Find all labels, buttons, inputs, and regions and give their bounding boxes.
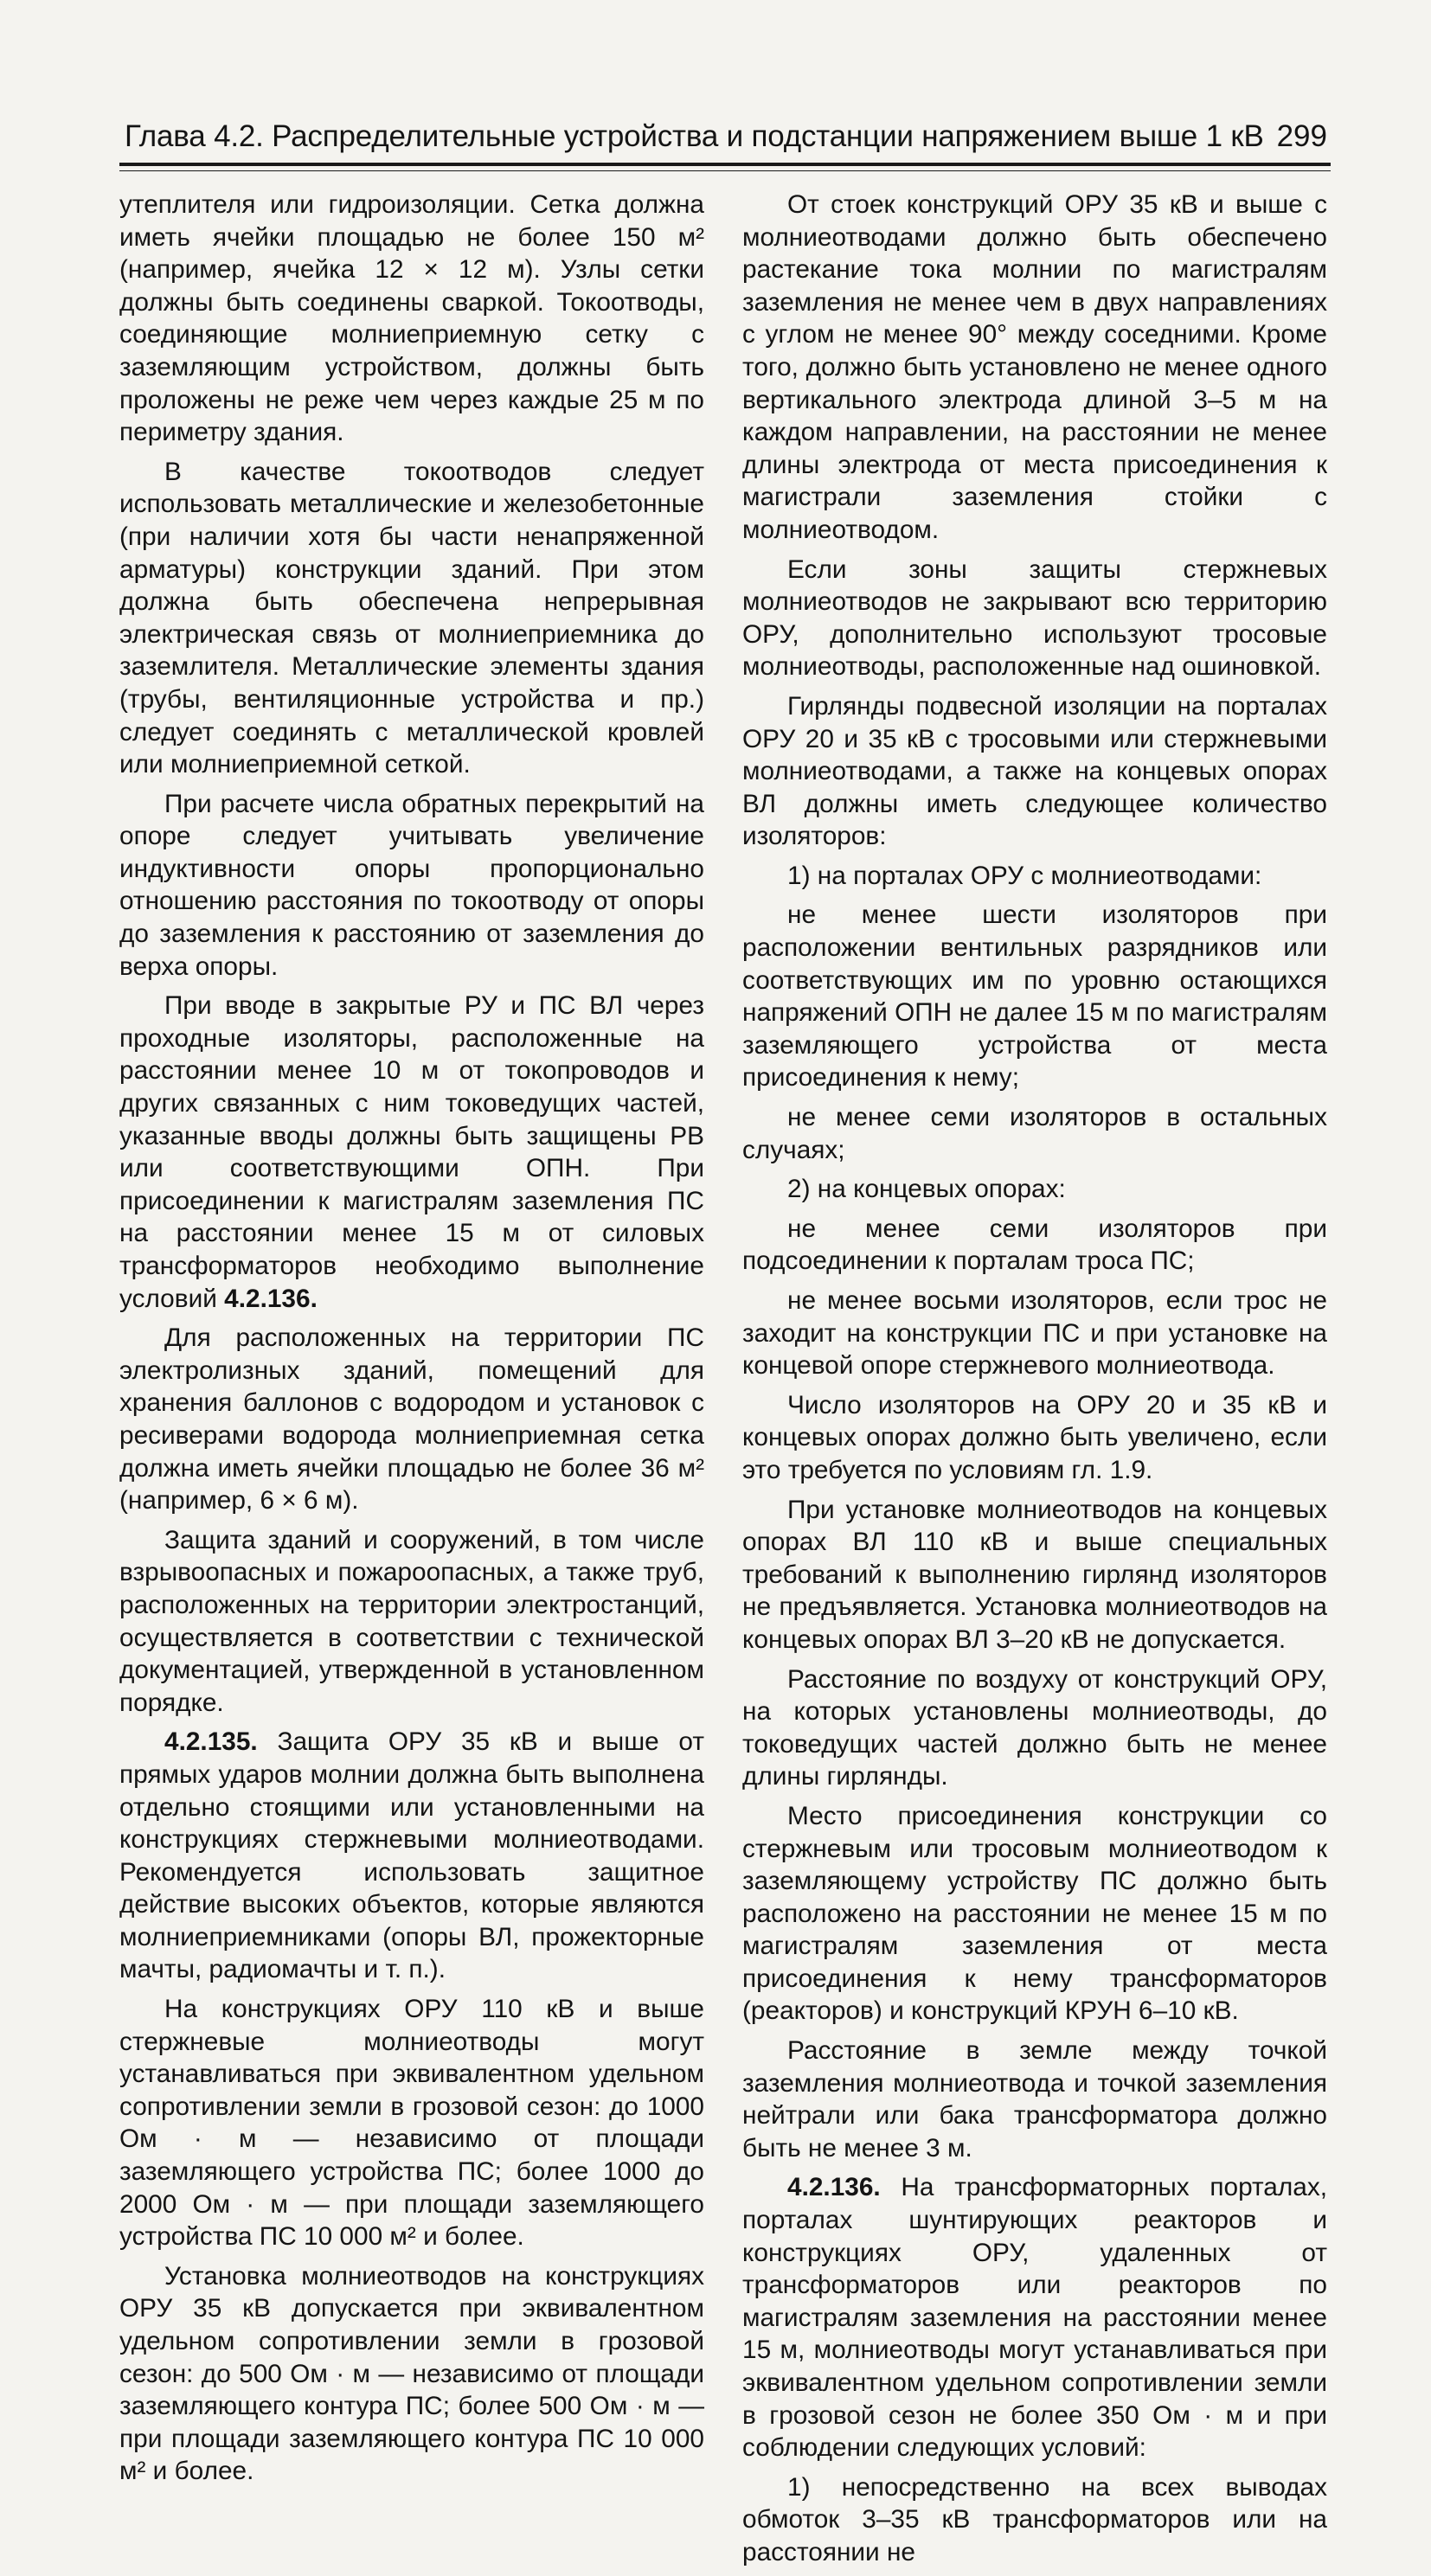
list-item: 1) на порталах ОРУ с молниеотводами: — [787, 861, 1262, 890]
paragraph: Число изоляторов на ОРУ 20 и 35 кВ и концевых опорах должно быть увеличено, если это требуется по условиям гл. 1.9. — [742, 1390, 1327, 1484]
paragraph: При установке молниеотводов на концевых опорах ВЛ 110 кВ и выше специальных требований к выполнению гирлянд изоляторов не предъявляется. Установка молниеотводов на концевых опорах ВЛ 3–20 кВ не допускается. — [742, 1495, 1327, 1654]
right-column — [742, 189, 1327, 2576]
paragraph: При расчете числа обратных перекрытий на опоре следует учитывать увеличение индуктивности опоры пропорционально отношению расстояния по токоотводу от опоры до заземления к расстоянию от заземления до верха опоры. — [119, 789, 704, 981]
list-item: 1) непосредственно на всех выводах обмоток 3–35 кВ трансформаторов или на расстоянии не — [742, 2472, 1327, 2566]
paragraph: не менее семи изоляторов в остальных случаях; — [742, 1103, 1327, 1164]
paragraph: утеплителя или гидроизоляции. Сетка должна иметь ячейки площадью не более 150 м² (например, ячейка 12 × 12 м). Узлы сетки должны быть соединены сваркой. Токоотводы, соединяющие молниеприемную сетку с заземляющим устройством, должны быть проложены не реже чем через каждые 25 м по периметру здания. — [119, 190, 704, 447]
left-column — [119, 189, 704, 2495]
paragraph: Расстояние в земле между точкой заземления молниеотвода и точкой заземления нейтрали или бака трансформатора должно быть не менее 3 м. — [742, 2036, 1327, 2163]
section-paragraph: 4.2.136. На трансформаторных порталах, порталах шунтирующих реакторов и конструкциях ОРУ, удаленных от трансформаторов или реакторов по магистралям заземления на расстоянии менее 15 м, молниеотводы могут устанавливаться при эквивалентном удельном сопротивлении земли в грозовой сезон не более 350 Ом · м и при соблюдении следующих условий: — [742, 2173, 1327, 2463]
paragraph: Установка молниеотводов на конструкциях ОРУ 35 кВ допускается при эквивалентном удельном сопротивлении земли в грозовой сезон: до 500 Ом · м — независимо от площади заземляющего контура ПС; более 500 Ом · м — при площади заземляющего контура ПС 10 000 м² и более. — [119, 2261, 704, 2486]
paragraph: Гирлянды подвесной изоляции на порталах ОРУ 20 и 35 кВ с тросовыми или стержневыми молниеотводами, а также на концевых опорах ВЛ должны иметь следующее количество изоляторов: — [742, 691, 1327, 851]
paragraph: не менее восьми изоляторов, если трос не заходит на конструкции ПС и при установке на концевой опоре стержневого молниеотвода. — [742, 1286, 1327, 1381]
paragraph: не менее шести изоляторов при расположении вентильных разрядников или соответствующих им по уровню остающихся напряжений ОПН не далее 15 м по магистралям заземляющего устройства от места присоединения к нему; — [742, 900, 1327, 1093]
running-title: Глава 4.2. Распределительные устройства и подстанции напряжением выше 1 кВ — [125, 119, 1264, 153]
paragraph: Место присоединения конструкции со стержневым или тросовым молниеотводом к заземляющему устройству ПС должно быть расположено на расстоянии не менее 15 м по магистралям заземления от места присоединения к нему трансформаторов (реакторов) и конструкций КРУН 6–10 кВ. — [742, 1801, 1327, 2026]
paragraph: Если зоны защиты стержневых молниеотводов не закрывают всю территорию ОРУ, дополнительно используют тросовые молниеотводы, расположенные над ошиновкой. — [742, 554, 1327, 682]
paragraph: От стоек конструкций ОРУ 35 кВ и выше с молниеотводами должно быть обеспечено растекание тока молнии по магистралям заземления не менее чем в двух направлениях с углом не менее 90° между соседними. Кроме того, должно быть установлено не менее одного вертикального электрода длиной 3–5 м на каждом направлении, на расстоянии не менее длины электрода от места присоединения к магистрали заземления стойки с молниеотводом. — [742, 190, 1327, 544]
paragraph: В качестве токоотводов следует использовать металлические и железобетонные (при наличии хотя бы части ненапряженной арматуры) конструкции зданий. При этом должна быть обеспечена непрерывная электрическая связь от молниеприемника до заземлителя. Металлические элементы здания (трубы, вентиляционные устройства и пр.) следует соединять с металлической кровлей или молниеприемной сеткой. — [119, 457, 704, 779]
paragraph: Защита зданий и сооружений, в том числе взрывоопасных и пожароопасных, а также труб, расположенных на территории электростанций, осуществляется в соответствии с технической документацией, утвержденной в установленном порядке. — [119, 1525, 704, 1717]
running-header — [119, 111, 1331, 166]
section-paragraph: 4.2.135. Защита ОРУ 35 кВ и выше от прямых ударов молнии должна быть выполнена отдельно стоящими или установленными на конструкциях стержневыми молниеотводами. Рекомендуется использовать защитное действие высоких объектов, которые являются молниеприемниками (опоры ВЛ, прожекторные мачты, радиомачты и т. п.). — [119, 1727, 704, 1984]
page-number: 299 — [1276, 119, 1327, 153]
paragraph: Расстояние по воздуху от конструкций ОРУ, на которых установлены молниеотводы, до токоведущих частей должно быть не менее длины гирлянды. — [742, 1664, 1327, 1791]
paragraph: Для расположенных на территории ПС электролизных зданий, помещений для хранения баллонов с водородом и установок с ресиверами водорода молниеприемная сетка должна иметь ячейки площадью не более 36 м² (например, 6 × 6 м). — [119, 1323, 704, 1515]
paragraph: не менее семи изоляторов при подсоединении к порталам троса ПС; — [742, 1214, 1327, 1276]
paragraph: На конструкциях ОРУ 110 кВ и выше стержневые молниеотводы могут устанавливаться при эквивалентном удельном сопротивлении земли в грозовой сезон: до 1000 Ом · м — независимо от площади заземляющего устройства ПС; более 1000 до 2000 Ом · м — при площади заземляющего устройства ПС 10 000 м² и более. — [119, 1995, 704, 2252]
list-item: 2) на концевых опорах: — [787, 1175, 1066, 1204]
paragraph: При вводе в закрытые РУ и ПС ВЛ через проходные изоляторы, расположенные на расстоянии менее 10 м от токопроводов и других связанных с ним токоведущих частей, указанные вводы должны быть защищены РВ или соответствующими ОПН. При присоединении к магистралям заземления ПС на расстоянии менее 15 м от силовых трансформаторов необходимо выполнение условий 4.2.136. — [119, 991, 704, 1313]
